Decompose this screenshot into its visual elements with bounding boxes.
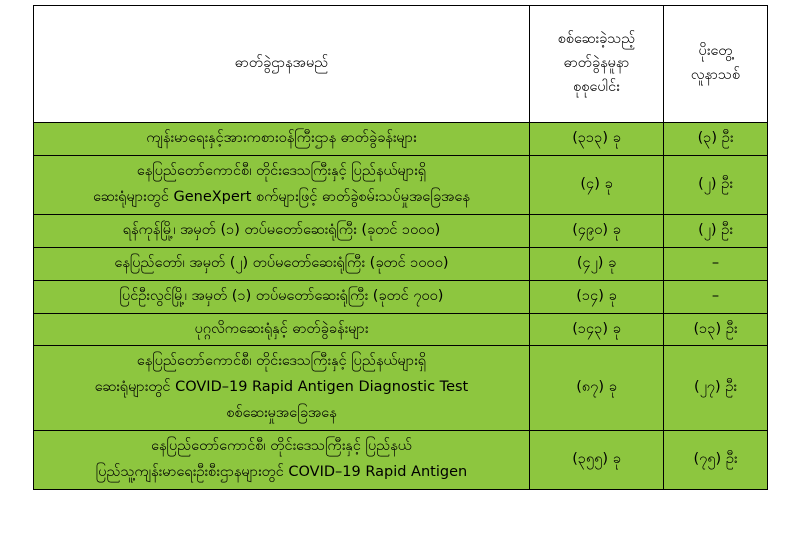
header-total-tests-line-3: စုစုပေါင်း [573,78,620,95]
row-new-cases: (၂၇) ဦး [664,346,768,431]
row-lab-name [34,431,530,490]
table-row [34,247,768,280]
header-cell-total-tests [530,6,664,123]
lab-test-summary-table [33,5,768,490]
table-row [34,346,768,431]
table-row [34,313,768,346]
row-lab-name [34,155,530,214]
row-total-tests: (၄၂) ခု [530,247,664,280]
table-row [34,214,768,247]
row-total-tests: (၄) ခု [530,155,664,214]
header-new-cases-line-2: လူနာသစ် [690,67,741,83]
row-lab-name-line: ကျန်းမာရေးနှင့်အားကစားဝန်ကြီးဌာန ဓာတ်ခွဲခန်းများ [146,130,417,146]
row-lab-name-line: ရန်ကုန်မြို့၊ အမှတ် (၁) တပ်မတော်ဆေးရုံကြီး (ခုတင် ၁၀၀၀) [122,221,441,238]
report-table-container [33,5,767,490]
row-lab-name-line: နေပြည်တော်ကောင်စီ၊ တိုင်းဒေသကြီးနှင့် ပြည်နယ်များရှိ [136,162,427,179]
header-total-tests-line-2: ဓာတ်ခွဲနမူနာ [563,55,630,72]
table-body [34,123,768,490]
row-lab-name [34,214,530,247]
row-new-cases: – [664,247,768,280]
row-lab-name [34,247,530,280]
row-lab-name-line: ပြည်သူ့ကျန်းမာရေးဦးစီးဌာနများတွင် COVID–19 Rapid Antigen [95,464,468,481]
row-total-tests: (၃၁၃) ခု [530,123,664,156]
table-row [34,123,768,156]
row-new-cases: (၂) ဦး [664,155,768,214]
row-new-cases: – [664,280,768,313]
row-lab-name-line: စစ်ဆေးမှုအခြေအနေ [226,405,337,422]
header-cell-new-cases [664,6,768,123]
row-new-cases: (၇၅) ဦး [664,431,768,490]
row-lab-name [34,313,530,346]
header-row [34,6,768,123]
row-total-tests: (၈၇) ခု [530,346,664,431]
header-new-cases-line-1: ပိုးတွေ့ [698,43,733,60]
row-lab-name-line: နေပြည်တော်၊ အမှတ် (၂) တပ်မတော်ဆေးရုံကြီး (ခုတင် ၁၀၀၀) [114,254,449,271]
row-total-tests: (၁၄) ခု [530,280,664,313]
row-new-cases: (၃) ဦး [664,123,768,156]
header-total-tests-line-1: စစ်ဆေးခဲ့သည့် [557,31,636,48]
row-new-cases: (၁၃) ဦး [664,313,768,346]
table-row [34,280,768,313]
table-row [34,155,768,214]
table-row [34,431,768,490]
table-header [34,6,768,123]
row-lab-name [34,123,530,156]
row-total-tests: (၃၅၅) ခု [530,431,664,490]
row-lab-name [34,346,530,431]
row-lab-name [34,280,530,313]
header-cell-lab-name: ဓာတ်ခွဲဌာနအမည် [34,6,530,123]
row-total-tests: (၁၄၃) ခု [530,313,664,346]
row-lab-name-line: နေပြည်တော်ကောင်စီ၊ တိုင်းဒေသကြီးနှင့် ပြည်နယ် [151,438,412,455]
row-lab-name-line: ပုဂ္ဂလိကဆေးရုံနှင့် ဓာတ်ခွဲခန်းများ [194,320,369,337]
row-lab-name-line: ဆေးရုံများတွင် GeneXpert စက်များဖြင့် ဓာတ်ခွဲစမ်းသပ်မှုအခြေအနေ [93,188,470,205]
row-lab-name-line: ဆေးရုံများတွင် COVID–19 Rapid Antigen Diagnostic Test [94,379,469,396]
row-lab-name-line: ပြင်ဦးလွင်မြို့၊ အမှတ် (၁) တပ်မတော်ဆေးရုံကြီး (ခုတင် ၇၀၀) [119,287,444,304]
row-total-tests: (၄၉၀) ခု [530,214,664,247]
row-lab-name-line: နေပြည်တော်ကောင်စီ၊ တိုင်းဒေသကြီးနှင့် ပြည်နယ်များရှိ [136,353,427,370]
row-new-cases: (၂) ဦး [664,214,768,247]
